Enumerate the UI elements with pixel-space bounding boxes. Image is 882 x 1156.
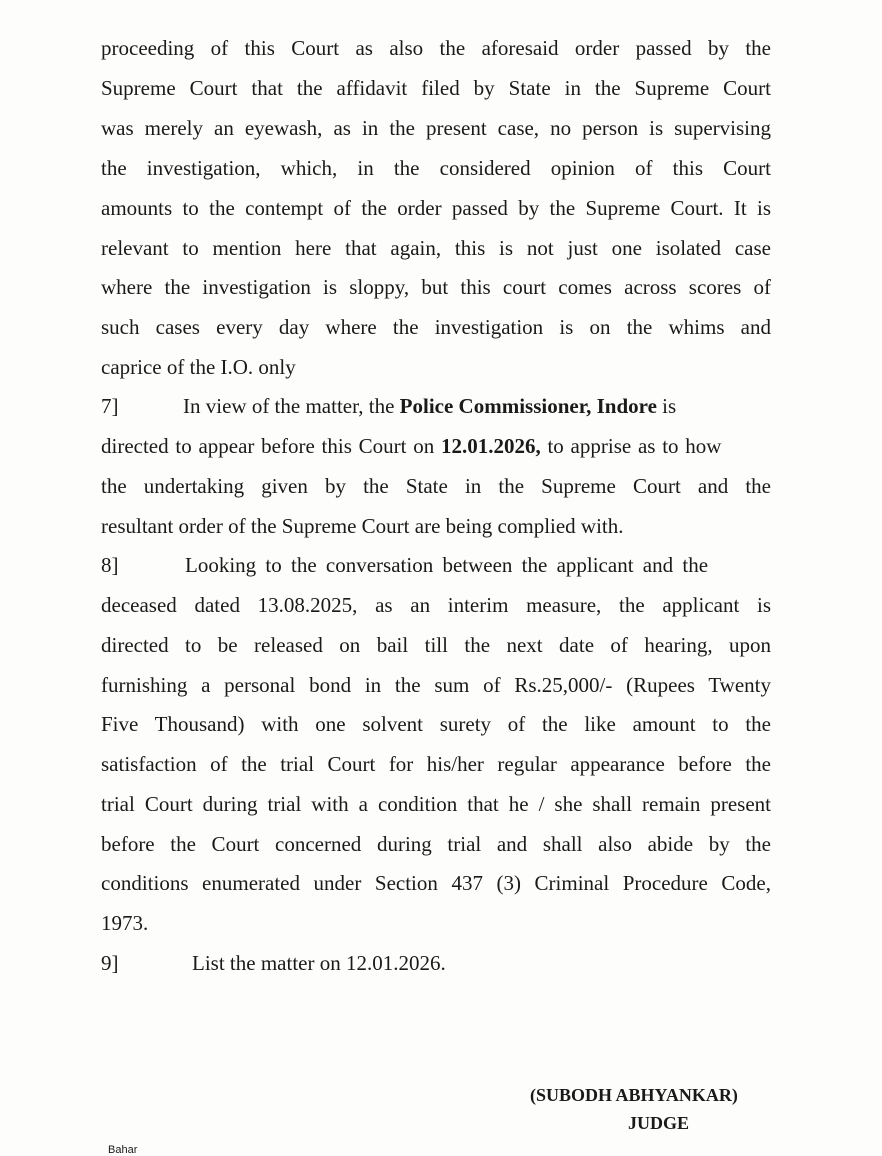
para7-line2-pre: directed to appear before this Court on: [101, 434, 435, 458]
police-commissioner-bold: Police Commissioner, Indore: [399, 394, 657, 418]
judge-name: (SUBODH ABHYANKAR): [530, 1085, 738, 1105]
para7-line2-post: to apprise as to how: [547, 434, 722, 458]
para8-line-3: directed to be released on bail till the next date of hearing, upon: [101, 633, 771, 657]
para7-line-1: [101, 394, 771, 418]
body-line-6: relevant to mention here that again, this is not just one isolated case: [101, 236, 771, 260]
para8-line-7: trial Court during trial with a condition that he / she shall remain present: [101, 792, 771, 816]
para8-line1-text: Looking to the conversation between the applicant and the: [185, 553, 709, 577]
body-line-8: such cases every day where the investigation is on the whims and: [101, 315, 771, 339]
body-line-5: amounts to the contempt of the order passed by the Supreme Court. It is: [101, 196, 771, 220]
para8-line-5: Five Thousand) with one solvent surety of the like amount to the: [101, 712, 771, 736]
para8-line-10: 1973.: [101, 911, 149, 935]
body-line-4: the investigation, which, in the considered opinion of this Court: [101, 156, 771, 180]
para9-line: [101, 951, 771, 975]
para8-line-2: deceased dated 13.08.2025, as an interim measure, the applicant is: [101, 593, 771, 617]
hearing-date-bold: 12.01.2026,: [440, 434, 541, 458]
body-line-3: was merely an eyewash, as in the present case, no person is supervising: [101, 116, 771, 140]
para8-line-1: [101, 553, 771, 577]
para8-number: 8]: [101, 553, 119, 577]
para9-number: 9]: [101, 951, 119, 975]
body-line-7: where the investigation is sloppy, but this court comes across scores of: [101, 275, 771, 299]
para7-number: 7]: [101, 394, 119, 418]
para9-text: List the matter on 12.01.2026.: [192, 951, 446, 975]
para7-line-2: [101, 434, 771, 458]
para8-line-9: conditions enumerated under Section 437 (3) Criminal Procedure Code,: [101, 871, 771, 895]
para8-line-6: satisfaction of the trial Court for his/her regular appearance before the: [101, 752, 771, 776]
body-line-2: Supreme Court that the affidavit filed by State in the Supreme Court: [101, 76, 771, 100]
body-line-1: proceeding of this Court as also the aforesaid order passed by the: [101, 36, 771, 60]
para7-line-3: the undertaking given by the State in the Supreme Court and the: [101, 474, 771, 498]
para8-line-8: before the Court concerned during trial and shall also abide by the: [101, 832, 771, 856]
typist-initials: Bahar: [108, 1144, 138, 1156]
body-line-9: caprice of the I.O. only: [101, 355, 296, 379]
para8-line-4: furnishing a personal bond in the sum of Rs.25,000/- (Rupees Twenty: [101, 673, 771, 697]
para7-line1-pre: In view of the matter, the: [183, 394, 395, 418]
judge-title: JUDGE: [628, 1113, 690, 1133]
para7-line1-post: is: [662, 394, 677, 418]
para7-line-4: resultant order of the Supreme Court are being complied with.: [101, 514, 624, 538]
